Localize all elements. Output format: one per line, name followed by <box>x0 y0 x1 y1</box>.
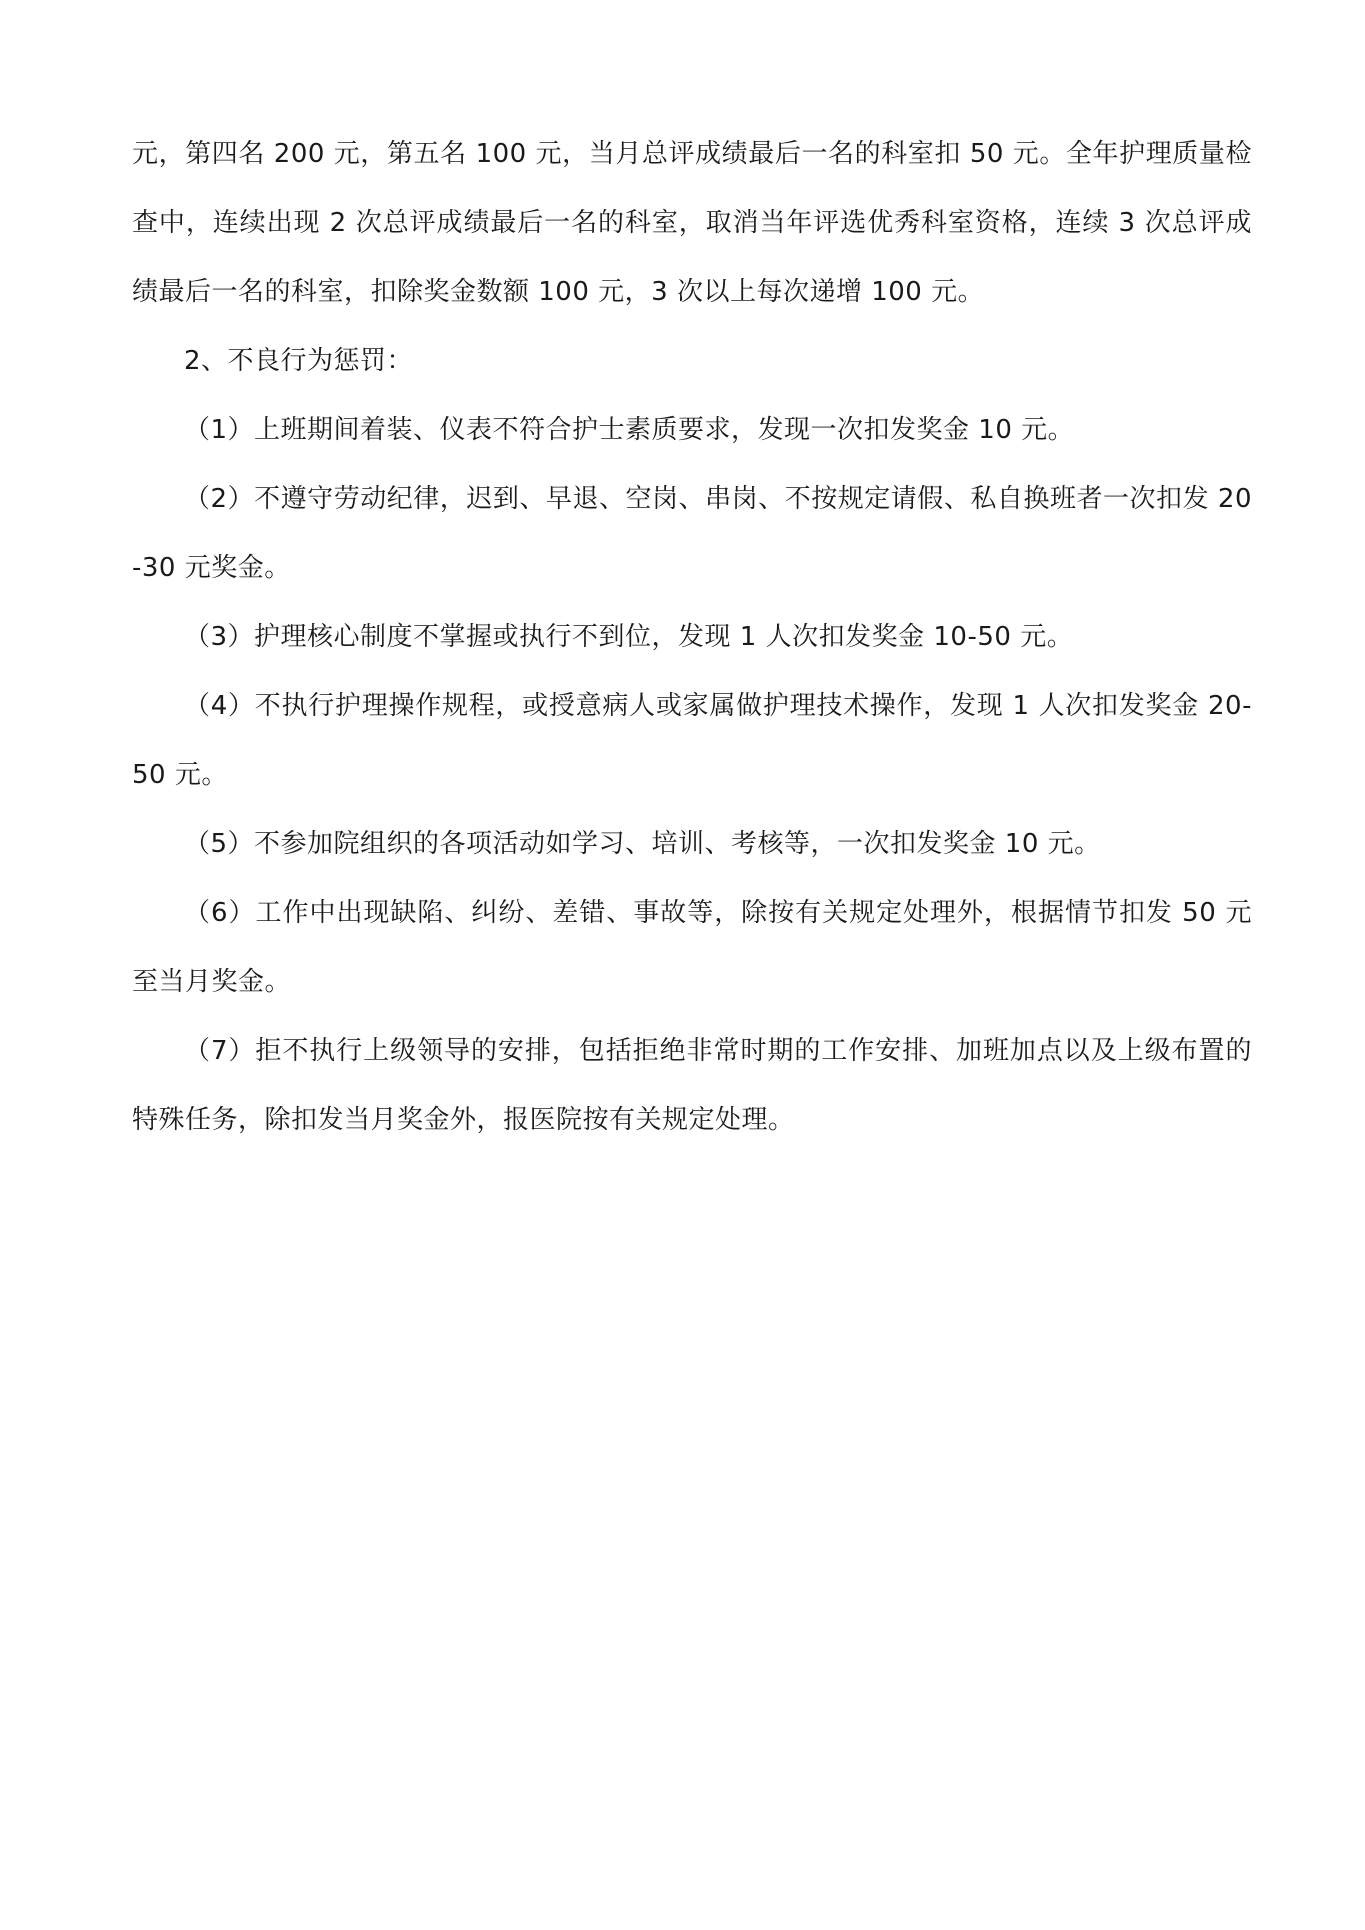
penalty-item-5: （5）不参加院组织的各项活动如学习、培训、考核等，一次扣发奖金 10 元。 <box>184 829 1101 859</box>
penalty-item-7: （7）拒不执行上级领导的安排，包括拒绝非常时期的工作安排、加班加点以及上级布置的特殊任务，除扣发当月奖金外，报医院按有关规定处理。 <box>132 1036 1252 1135</box>
penalty-item-2: （2）不遵守劳动纪律，迟到、早退、空岗、串岗、不按规定请假、私自换班者一次扣发 20-30 元奖金。 <box>132 484 1252 583</box>
section-heading-misconduct-penalties: 2、不良行为惩罚： <box>184 346 414 376</box>
penalty-item-4: （4）不执行护理操作规程，或授意病人或家属做护理技术操作，发现 1 人次扣发奖金 20-50 元。 <box>132 691 1252 790</box>
penalty-item-6: （6）工作中出现缺陷、纠纷、差错、事故等，除按有关规定处理外，根据情节扣发 50 元至当月奖金。 <box>132 898 1252 997</box>
document-body <box>132 120 1252 1155</box>
penalty-item-3: （3）护理核心制度不掌握或执行不到位，发现 1 人次扣发奖金 10-50 元。 <box>184 622 1074 652</box>
penalty-item-1: （1）上班期间着装、仪表不符合护士素质要求，发现一次扣发奖金 10 元。 <box>184 415 1075 445</box>
paragraph-continuation: 元，第四名 200 元，第五名 100 元，当月总评成绩最后一名的科室扣 50 元。全年护理质量检查中，连续出现 2 次总评成绩最后一名的科室，取消当年评选优秀科室资格，连续 3 次总评成绩最后一名的科室，扣除奖金数额 100 元，3 次以上每次递增 100 元。 <box>132 139 1252 307</box>
